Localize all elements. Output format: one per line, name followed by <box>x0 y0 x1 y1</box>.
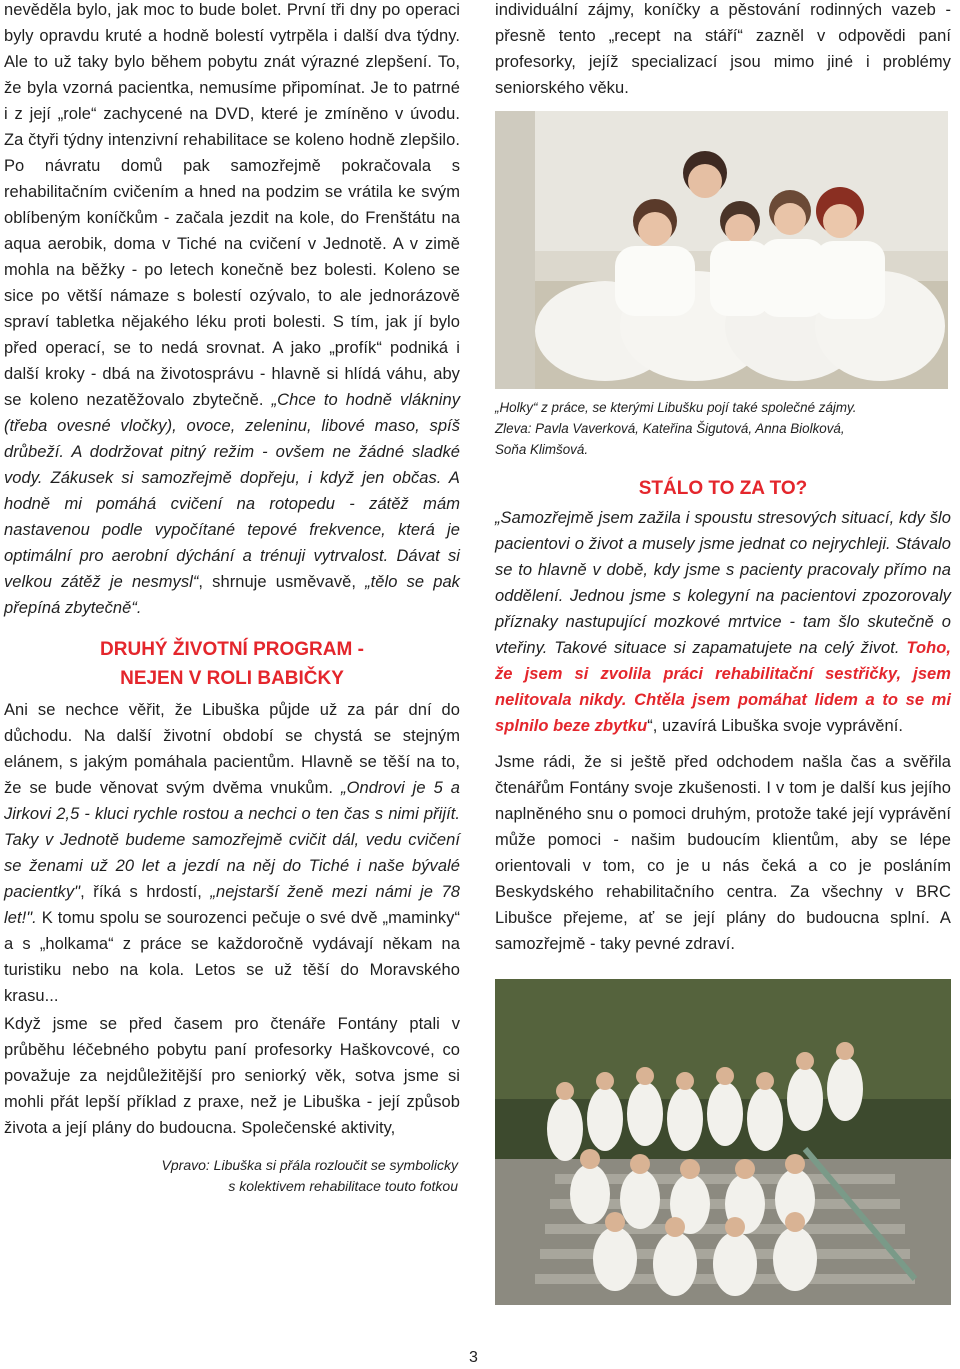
photo-illustration <box>495 111 948 389</box>
photo-illustration-team <box>495 979 951 1305</box>
bottom-photo-caption <box>4 1155 460 1197</box>
photo-caption-line-2: Zleva: Pavla Vaverková, Kateřina Šigutová, Anna Biolková, <box>495 421 845 436</box>
left-column <box>4 0 460 1197</box>
section-heading-second-life-program <box>4 635 460 693</box>
article-paragraph-5 <box>495 505 951 739</box>
paragraph-2-run-4: „nejstarší ženě mezi námi je 78 let!". <box>4 883 460 927</box>
photo-caption-line-1: „Holky“ z práce, se kterými Libušku pojí také společné zájmy. <box>495 400 857 415</box>
bottom-caption-line-1: Vpravo: Libuška si přála rozloučit se symbolicky <box>161 1157 458 1173</box>
page-number: 3 <box>469 1349 478 1366</box>
photo-rehabilitation-team-on-stairs <box>495 979 951 1305</box>
paragraph-2-run-2: „Ondrovi je 5 a Jirkovi 2,5 - kluci rychle rostou a nechci o ten čas s nimi přijít. Taky v Jednotě budeme samozřejmě cvičit dál, vedu cvičení se ženami už 20 let a jezdí na něj do Tiché i naše bývalé pacientky" <box>4 779 461 901</box>
paragraph-1-run-1: nevěděla bylo, jak moc to bude bolet. První tři dny po operaci byly opravdu kruté a hodně bolestí vytrpěla i další dva týdny. Ale to už taky bylo během pobytu znát výrazné zlepšení. To, že byla vzorná pacientka, nemusíme připomínat. Je to patrné i z její „role“ zachycené na DVD, které je zmíněno v úvodu. Za čtyři týdny intenzivní rehabilitace se koleno hodně zlepšilo. Po návratu domů pak samozřejmě pokračovala s rehabilitačním cvičením a hned na podzim se vrátila ke svým oblíbeným koníčkům - začala jezdit na kole, do Frenštátu na aqua aerobik, doma v Tiché na cvičení v Jednotě. A v zimě mohla na běžky - po letech konečně bez bolesti. Koleno se sice po větší námaze s bolestí ozývalo, to ale jednorázově spraví tabletka nějakého léku proti bolesti. S tím, jak jí bylo před operací, se to nedá srovnat. A jako „profík“ podniká i další kroky - dbá na životosprávu - hlavně si hlídá váhu, aby se koleno nezatěžovalo zbytečně. <box>4 1 460 409</box>
photo-caption-line-3: Soňa Klimšová. <box>495 442 589 457</box>
article-paragraph-4: individuální zájmy, koníčky a pěstování rodinných vazeb - přesně tento „recept na stáří“ zazněl v odpovědi paní profesorky, jejíž specializací jsou mimo jiné i problémy seniorského věku. <box>495 1 951 97</box>
article-paragraph-1 <box>4 0 460 621</box>
paragraph-1-run-2: „Chce to hodně vlákniny (třeba ovesné vločky), ovoce, zeleninu, libové maso, spíš drůbeží. A dodržovat pitný režim - ovšem ne žádné sladké vody. Zákusek si samozřejmě dopřeju, i když jen občas. A hodně mi pomáhá cvičení na rotopedu - zátěž mám nastavenou podle vypočítané tepové frekvence, která je optimální pro aerobní dýchání a trénuji vytrvalost. Dávat si velkou zátěž je nesmysl“ <box>4 391 461 591</box>
bottom-caption-line-2: s kolektivem rehabilitace touto fotkou <box>228 1178 458 1194</box>
paragraph-5-run-2: Toho, že jsem si zvolila práci rehabilitační sestřičky, jsem nelitovala nikdy. Chtěla jsem pomáhat lidem a to se mi splnilo beze zbytku <box>495 639 951 735</box>
photo-colleagues-on-sofa <box>495 111 948 389</box>
paragraph-2-run-5: K tomu spolu se sourozenci pečuje o své dvě „maminky“ a s „holkama“ z práce se každoročně vydávají někam na turistiku nebo na kola. Letos se už těší do Moravského krasu... <box>4 909 460 1005</box>
paragraph-2-run-3: , říká s hrdostí, <box>80 883 211 901</box>
right-column <box>495 0 951 1305</box>
article-paragraph-3: Když jsme se před časem pro čtenáře Fontány ptali v průběhu léčebného pobytu paní profesorky Haškovcové, co považuje za nejdůležitější pro seniorký věk, sotva jsme si mohli přát lepší příklad z praxe, než je Libuška - její způsob života a její plány do budoucna. Společenské aktivity, <box>4 1015 460 1137</box>
paragraph-5-run-3: “, uzavírá Libuška svoje vyprávění. <box>647 717 904 735</box>
paragraph-2-run-1: Ani se nechce věřit, že Libuška půjde už za pár dní do důchodu. Na další životní období se chystá se stejným elánem, s jakým pomáhala pacientům. Hlavně se těší na to, že se bude věnovat svým dvěma vnukům. <box>4 701 460 797</box>
heading-line-1: DRUHÝ ŽIVOTNÍ PROGRAM - <box>100 639 364 660</box>
article-paragraph-6: Jsme rádi, že si ještě před odchodem našla čas a svěřila čtenářům Fontány svoje zkušenosti. I v tom je další kus jejího naplněného snu o pomoci druhým, protože také její vyprávění může pomoci - našim budoucím klientům, aby se lépe orientovali v tom, co je u nás čeká a co je posláním Beskydského rehabilitačního centra. Za všechny v BRC Libušce přejeme, ať se její plány do budoucna splní. A samozřejmě - taky pevné zdraví. <box>495 753 951 953</box>
article-paragraph-2 <box>4 697 460 1009</box>
paragraph-5-run-1: „Samozřejmě jsem zažila i spoustu stresových situací, kdy šlo pacientovi o život a musely jsme jednat co nejrychleji. Stávalo se to hlavně v době, kdy jsme s pacienty pracovaly přímo na oddělení. Jednou jsme s kolegyní na pacientovi zpozorovaly příznaky nastupující mozkové mrtvice - tam šlo skutečně o vteřiny. Takové situace si zapamatujete na celý život. <box>495 509 951 657</box>
heading-line-2: NEJEN V ROLI BABIČKY <box>120 668 344 689</box>
paragraph-1-run-4: „tělo se pak přepíná zbytečně“. <box>4 573 460 617</box>
paragraph-1-run-3: , shrnuje usměvavě, <box>198 573 366 591</box>
section-heading-was-it-worth-it: STÁLO TO ZA TO? <box>638 478 808 499</box>
